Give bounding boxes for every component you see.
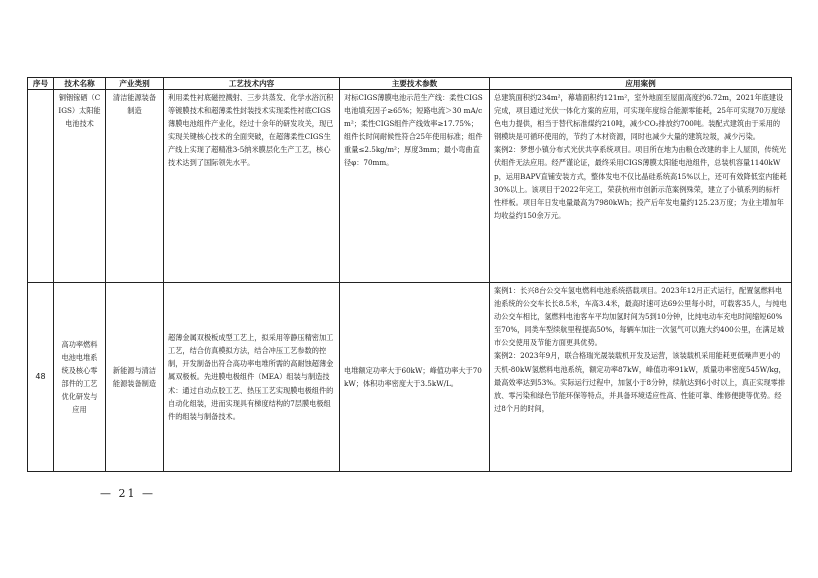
row-cases xyxy=(490,283,792,472)
row-cases xyxy=(490,90,792,283)
row-seq: 48 xyxy=(28,283,54,472)
row-category: 新能源与清洁能源装备制造 xyxy=(106,283,164,472)
table-row xyxy=(28,90,792,283)
header-seq: 序号 xyxy=(28,78,54,90)
technology-table xyxy=(27,77,792,472)
row-process: 超薄金属双极板成型工艺上，拟采用等静压精密加工工艺，结合仿真模拟方法，结合冲压工艺参数的控制，开发制备出符合高功率电堆所需的高耐蚀超薄金属双极板。先进膜电极组件（MEA）组装与制造技术：通过自动点胶工艺、热压工艺实现膜电极组件的自动化组装，进而实现具有梯度结构的7层膜电极组件的组装与制备技术。 xyxy=(164,283,340,472)
row-params: 对标CIGS薄膜电池示范生产线：柔性CIGS电池填充因子≥65%；短路电流＞30 mA/cm²；柔性CIGS组件产线效率≥17.75%；组件长时间耐候性符合25年使用标准；组件重量≤2.5kg/m²；厚度3mm；最小弯曲直径φ：70mm。 xyxy=(340,90,490,283)
header-main-params: 主要技术参数 xyxy=(340,78,490,90)
header-industry-category: 产业类别 xyxy=(106,78,164,90)
row-category: 清洁能源装备制造 xyxy=(106,90,164,283)
header-application-cases: 应用案例 xyxy=(490,78,792,90)
case-paragraph: 案例2：2023年9月，联合格瑞光晟装载机开发及运营，该装载机采用能耗更低噪声更小的天机-80kW氢燃料电池系统，额定功率87kW，峰值功率91kW，质量功率密度545W/kg，最高效率达到53%。实际运行过程中，加氢小于8分钟，续航达到6小时以上，真正实现零排放、零污染和绿色节能环保等特点，并具备环境适应性高、性能可靠、维修便捷等优势。经过8个月的时间， xyxy=(494,351,786,413)
row-process: 利用柔性衬底磁控溅射、三步共蒸发、化学水浴沉积等镀膜技术和超薄柔性封装技术实现柔性衬底CIGS薄膜电池组件产业化，经过十余年的研发攻关，现已实现关键核心技术的全面突破，在超薄柔性CIGS生产线上实现了超精准3-5纳米膜层化生产工艺，核心技术达到了国际领先水平。 xyxy=(164,90,340,283)
case-paragraph: 案例2：梦想小镇分布式光伏共享系统项目。项目所在地为由粮仓改建的非上人屋顶，传统光伏组件无法应用。经严谨论证，最终采用CIGS薄膜太阳能电池组件，总装机容量1140kWp，运用BAPV直铺安装方式，整体发电不仅比晶硅系统高15%以上，还可有效降低室内能耗30%以上。该项目于2022年完工，荣获杭州市创新示范案例殊荣，建立了小镇系列的标杆性样板。项目年日发电量最高为7980kWh；投产后年发电量约125.23万度；为业主增加年均收益约150余万元。 xyxy=(494,145,787,220)
row-tech-name: 铜铟镓硒（CIGS）太阳能电池技术 xyxy=(54,90,106,283)
case-paragraph: 总建筑面积约234m²，幕墙面积约121m²，室外地面至屋面高度约6.72m，2021年底建设完成，项目通过光伏一体化方案的应用，可实现年度综合能源零能耗，25年可实现70万度绿色电力提供，相当于替代标准煤约210吨，减少CO₂排放约700吨。装配式建筑由于采用的钢模块是可循环使用的，节约了木材资源，同时也减少大量的建筑垃圾，减少污染。 xyxy=(494,93,786,142)
page-number: — 21 — xyxy=(100,487,155,500)
table-header-row xyxy=(28,78,792,90)
table-row xyxy=(28,283,792,472)
row-tech-name: 高功率燃料电池电堆系统及核心零部件的工艺优化研发与应用 xyxy=(54,283,106,472)
row-params: 电堆额定功率大于60kW；峰值功率大于70kW；体积功率密度大于3.5kW/L。 xyxy=(340,283,490,472)
row-seq xyxy=(28,90,54,283)
case-paragraph: 案例1：长兴8台公交车氢电燃料电池系统搭载项目。2023年12月正式运行，配置氢燃料电池系统的公交车长长8.5米，车高3.4米，最高时速可达69公里每小时，可载客35人，与纯电动公交车相比，氢燃料电池客车平均加氢时间为5到10分钟，比纯电动车充电时间缩短60%至70%，同类车型续航里程提高50%，每辆车加注一次氢气可以跑大约400公里，在满足城市公交使用及节能方面更具优势。 xyxy=(494,286,787,348)
header-process-content: 工艺技术内容 xyxy=(164,78,340,90)
header-tech-name: 技术名称 xyxy=(54,78,106,90)
